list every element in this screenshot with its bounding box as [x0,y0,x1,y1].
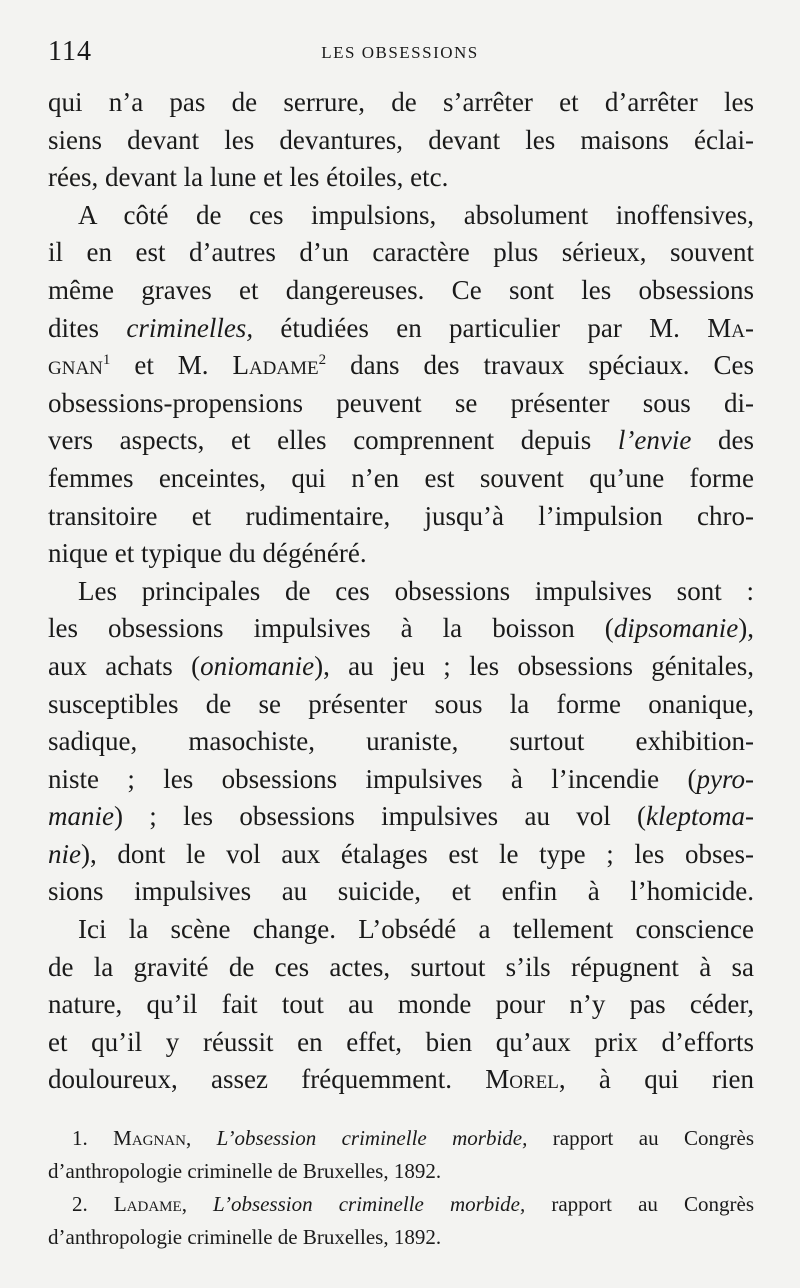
text-line [48,347,754,385]
text-run: rapport au Congrès [527,1126,754,1150]
text-line [48,1061,754,1099]
text-line: de la gravité de ces actes, surtout s’ils répugnent à sa [48,951,754,982]
author-name: gnan [48,350,103,381]
footnote-ref: 2 [318,352,327,369]
text-line: qui n’a pas de serrure, de s’arrêter et d’arrêter les [48,87,754,117]
text-run: les obsessions impulsives à la boisson ( [48,613,614,644]
text-line [48,422,754,460]
text-run: ) ; les obsessions impulsives au vol ( [113,801,647,832]
page-number: 114 [48,36,92,67]
text-line: nique et typique du dégénéré. [48,538,367,569]
text-run: étudiées en particulier par M. [253,312,708,343]
text-run: des [691,425,754,456]
text-line: sions impulsives au suicide, et enfin à l’homicide. [48,876,754,907]
text-line: et qu’il y réussit en effet, bien qu’aux prix d’efforts [48,1026,754,1057]
text-run: , à qui rien [558,1064,754,1095]
text-line [48,798,754,836]
footnote-ref: 1 [102,352,111,369]
text-run: vers aspects, et elles comprennent depuis [48,425,618,456]
text-run: ), au jeu ; les obsessions génitales, [314,650,754,681]
text-line [48,761,754,799]
page-header [48,36,752,70]
footnote-title: L’obsession criminelle morbide, [216,1126,528,1150]
text-run: ), dont le vol aux étalages est le type ; les obses- [81,838,754,869]
author-name: Morel [485,1064,559,1095]
text-line: A côté de ces impulsions, absolument inoffensives, [78,199,754,230]
italic-term: l’envie [617,425,692,456]
footnote-2 [48,1188,754,1221]
text-line [48,310,754,348]
text-line: obsessions-propensions peuvent se présenter sous di- [48,387,754,418]
text-run: et M. [110,350,233,381]
text-line: rées, devant la lune et les étoiles, etc. [48,162,449,193]
running-title: LES OBSESSIONS [321,43,479,62]
footnote-author: Magnan [113,1126,186,1150]
text-line [48,648,754,686]
footnote-1-cont: d’anthropologie criminelle de Bruxelles, 1892. [48,1159,442,1183]
body-text [48,84,754,1099]
italic-term: pyro- [696,763,754,794]
text-run: , [181,1192,214,1216]
text-line: même graves et dangereuses. Ce sont les obsessions [48,274,754,305]
text-line: Les principales de ces obsessions impulsives sont : [78,575,754,606]
text-line: Ici la scène change. L’obsédé a tellement conscience [78,914,754,945]
text-run: ), [738,613,754,644]
author-name: Ma- [707,312,754,343]
footnote-author: Ladame [113,1192,182,1216]
footnote-number: 1. [72,1126,88,1150]
text-line: femmes enceintes, qui n’en est souvent qu’une forme [48,462,754,493]
italic-term: criminelles, [126,312,254,343]
text-line: siens devant les devantures, devant les maisons éclai- [48,124,754,155]
italic-term: oniomanie [200,650,315,681]
text-line: sadique, masochiste, uraniste, surtout exhibition- [48,726,754,757]
footnote-2-cont: d’anthropologie criminelle de Bruxelles, 1892. [48,1225,442,1249]
footnotes [48,1122,754,1254]
text-run: rapport au Congrès [525,1192,754,1216]
footnote-number: 2. [72,1192,88,1216]
text-run: dites [48,312,127,343]
footnote-title: L’obsession criminelle morbide, [213,1192,526,1216]
author-name: Ladame [232,350,319,381]
italic-term: nie [48,838,81,869]
text-run: aux achats ( [48,650,201,681]
text-run: niste ; les obsessions impulsives à l’incendie ( [48,763,697,794]
text-run: , [185,1126,217,1150]
text-line: il en est d’autres d’un caractère plus sérieux, souvent [48,237,754,268]
text-line: susceptibles de se présenter sous la forme onanique, [48,688,754,719]
text-line [48,836,754,874]
italic-term: dipsomanie [613,613,739,644]
text-line: transitoire et rudimentaire, jusqu’à l’impulsion chro- [48,500,754,531]
text-run: dans des travaux spéciaux. Ces [326,350,754,381]
text-line: nature, qu’il fait tout au monde pour n’y pas céder, [48,989,754,1020]
text-line [48,610,754,648]
italic-term: kleptoma- [646,801,754,832]
italic-term: manie [48,801,114,832]
text-run: douloureux, assez fréquemment. [48,1064,486,1095]
footnote-1 [48,1122,754,1155]
